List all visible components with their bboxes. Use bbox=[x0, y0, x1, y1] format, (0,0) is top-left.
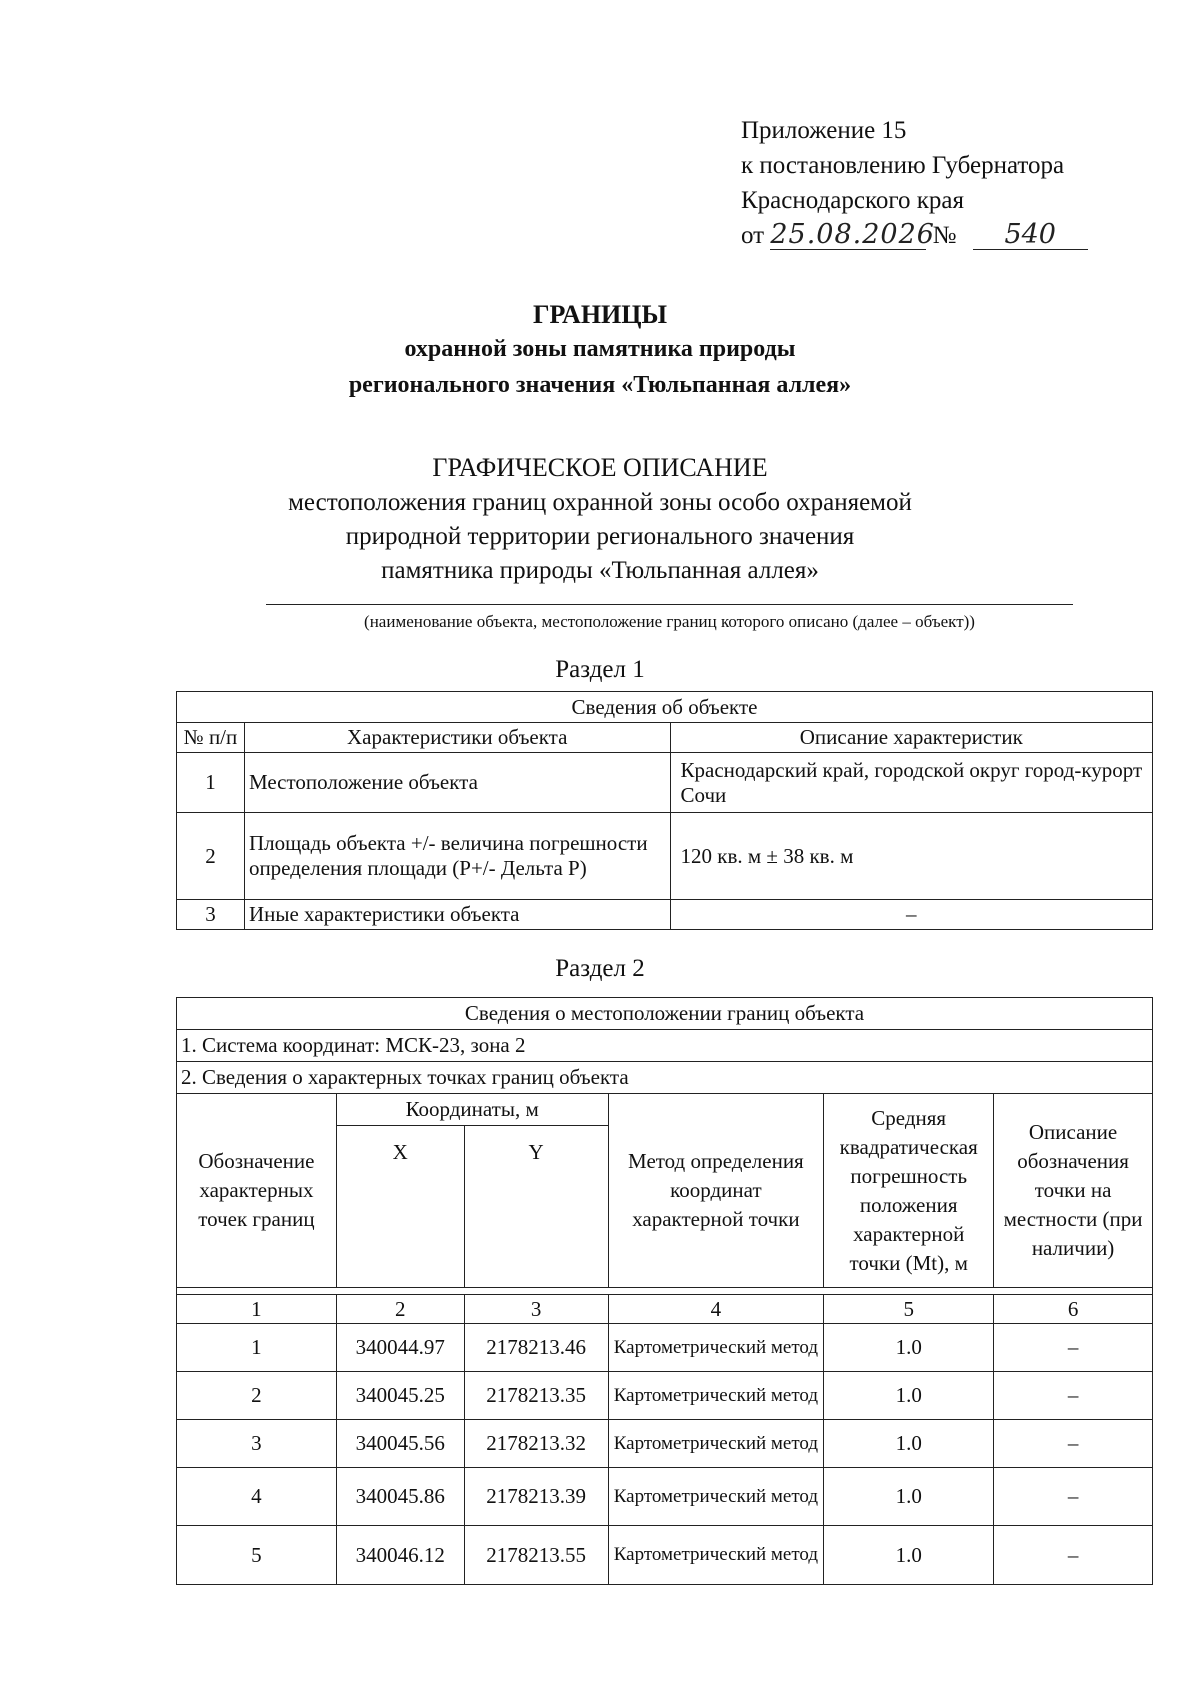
row-number: 2 bbox=[177, 813, 245, 900]
characteristic-name: Иные характеристики объекта bbox=[244, 900, 670, 930]
object-info-table bbox=[176, 691, 1153, 930]
point-y: 2178213.35 bbox=[464, 1372, 608, 1420]
point-mt: 1.0 bbox=[824, 1372, 994, 1420]
column-number: 3 bbox=[464, 1295, 608, 1324]
title-line-3: регионального значения «Тюльпанная аллея» bbox=[348, 372, 852, 398]
point-number: 1 bbox=[177, 1324, 337, 1372]
y-header: Y bbox=[464, 1126, 608, 1288]
characteristic-value: Краснодарский край, городской округ город-курорт Сочи bbox=[670, 753, 1152, 813]
description-header: Описание обозначения точки на местности (при наличии) bbox=[994, 1094, 1153, 1288]
point-method: Картометрический метод bbox=[608, 1324, 824, 1372]
column-number: 2 bbox=[336, 1295, 464, 1324]
graphic-line-2: местоположения границ охранной зоны особо охраняемой bbox=[288, 489, 912, 516]
points-caption: 2. Сведения о характерных точках границ объекта bbox=[177, 1062, 1153, 1094]
column-header: Описание характеристик bbox=[670, 723, 1152, 753]
designation-header: Обозначение характерных точек границ bbox=[177, 1094, 337, 1288]
point-number: 4 bbox=[177, 1468, 337, 1526]
number-prefix: № bbox=[932, 222, 957, 249]
point-x: 340046.12 bbox=[336, 1526, 464, 1585]
point-x: 340044.97 bbox=[336, 1324, 464, 1372]
point-method: Картометрический метод bbox=[608, 1420, 824, 1468]
appendix-line-2: к постановлению Губернатора bbox=[741, 152, 1065, 179]
point-mt: 1.0 bbox=[824, 1526, 994, 1585]
method-header: Метод определения координат характерной точки bbox=[608, 1094, 824, 1288]
point-mt: 1.0 bbox=[824, 1420, 994, 1468]
coordinate-system: 1. Система координат: МСК-23, зона 2 bbox=[177, 1030, 1153, 1062]
characteristic-value: 120 кв. м ± 38 кв. м bbox=[670, 813, 1152, 900]
column-number: 5 bbox=[824, 1295, 994, 1324]
point-description: – bbox=[994, 1468, 1153, 1526]
characteristic-name: Местоположение объекта bbox=[244, 753, 670, 813]
column-header: Характеристики объекта bbox=[244, 723, 670, 753]
table-row bbox=[177, 1526, 1153, 1585]
point-x: 340045.25 bbox=[336, 1372, 464, 1420]
handwritten-number: 540 bbox=[973, 221, 1088, 250]
point-description: – bbox=[994, 1372, 1153, 1420]
point-x: 340045.56 bbox=[336, 1420, 464, 1468]
point-y: 2178213.32 bbox=[464, 1420, 608, 1468]
error-header: Средняя квадратическая погрешность положения характерной точки (Mt), м bbox=[824, 1094, 994, 1288]
point-y: 2178213.39 bbox=[464, 1468, 608, 1526]
point-y: 2178213.55 bbox=[464, 1526, 608, 1585]
row-number: 1 bbox=[177, 753, 245, 813]
object-name-underline bbox=[266, 604, 1073, 605]
boundary-points-table bbox=[176, 997, 1153, 1585]
table-row bbox=[177, 1468, 1153, 1526]
point-mt: 1.0 bbox=[824, 1468, 994, 1526]
point-method: Картометрический метод bbox=[608, 1526, 824, 1585]
point-method: Картометрический метод bbox=[608, 1372, 824, 1420]
point-x: 340045.86 bbox=[336, 1468, 464, 1526]
point-y: 2178213.46 bbox=[464, 1324, 608, 1372]
table-row bbox=[177, 1372, 1153, 1420]
date-prefix: от bbox=[741, 222, 765, 249]
object-name-caption: (наименование объекта, местоположение границ которого описано (далее – объект)) bbox=[364, 612, 975, 631]
handwritten-date: 25.08.2026 bbox=[770, 219, 935, 250]
point-number: 3 bbox=[177, 1420, 337, 1468]
table-row bbox=[177, 900, 1153, 930]
x-header: X bbox=[336, 1126, 464, 1288]
table-row bbox=[177, 753, 1153, 813]
point-description: – bbox=[994, 1420, 1153, 1468]
appendix-block bbox=[741, 113, 1088, 253]
table-caption: Сведения о местоположении границ объекта bbox=[177, 998, 1153, 1030]
graphic-line-4: памятника природы «Тюльпанная аллея» bbox=[381, 557, 819, 584]
title-line-2: охранной зоны памятника природы bbox=[404, 336, 796, 362]
characteristic-name: Площадь объекта +/- величина погрешности определения площади (Р+/- Дельта Р) bbox=[244, 813, 670, 900]
column-number: 4 bbox=[608, 1295, 824, 1324]
point-method: Картометрический метод bbox=[608, 1468, 824, 1526]
point-description: – bbox=[994, 1324, 1153, 1372]
graphic-line-3: природной территории регионального значения bbox=[345, 523, 855, 550]
column-number: 1 bbox=[177, 1295, 337, 1324]
point-number: 5 bbox=[177, 1526, 337, 1585]
row-number: 3 bbox=[177, 900, 245, 930]
column-header: № п/п bbox=[177, 723, 245, 753]
section-2-label: Раздел 2 bbox=[555, 955, 645, 982]
section-1-label: Раздел 1 bbox=[555, 656, 645, 683]
coords-header: Координаты, м bbox=[336, 1094, 608, 1126]
table-caption: Сведения об объекте bbox=[177, 692, 1153, 723]
table-row bbox=[177, 813, 1153, 900]
graphic-heading: ГРАФИЧЕСКОЕ ОПИСАНИЕ bbox=[432, 453, 768, 482]
table-row bbox=[177, 1324, 1153, 1372]
column-number: 6 bbox=[994, 1295, 1153, 1324]
point-number: 2 bbox=[177, 1372, 337, 1420]
document-title: ГРАНИЦЫ bbox=[532, 300, 668, 329]
table-row bbox=[177, 1420, 1153, 1468]
appendix-line-1: Приложение 15 bbox=[741, 117, 907, 144]
characteristic-value: – bbox=[670, 900, 1152, 930]
appendix-line-3: Краснодарского края bbox=[741, 187, 964, 214]
point-description: – bbox=[994, 1526, 1153, 1585]
point-mt: 1.0 bbox=[824, 1324, 994, 1372]
appendix-date-line bbox=[741, 218, 1088, 253]
